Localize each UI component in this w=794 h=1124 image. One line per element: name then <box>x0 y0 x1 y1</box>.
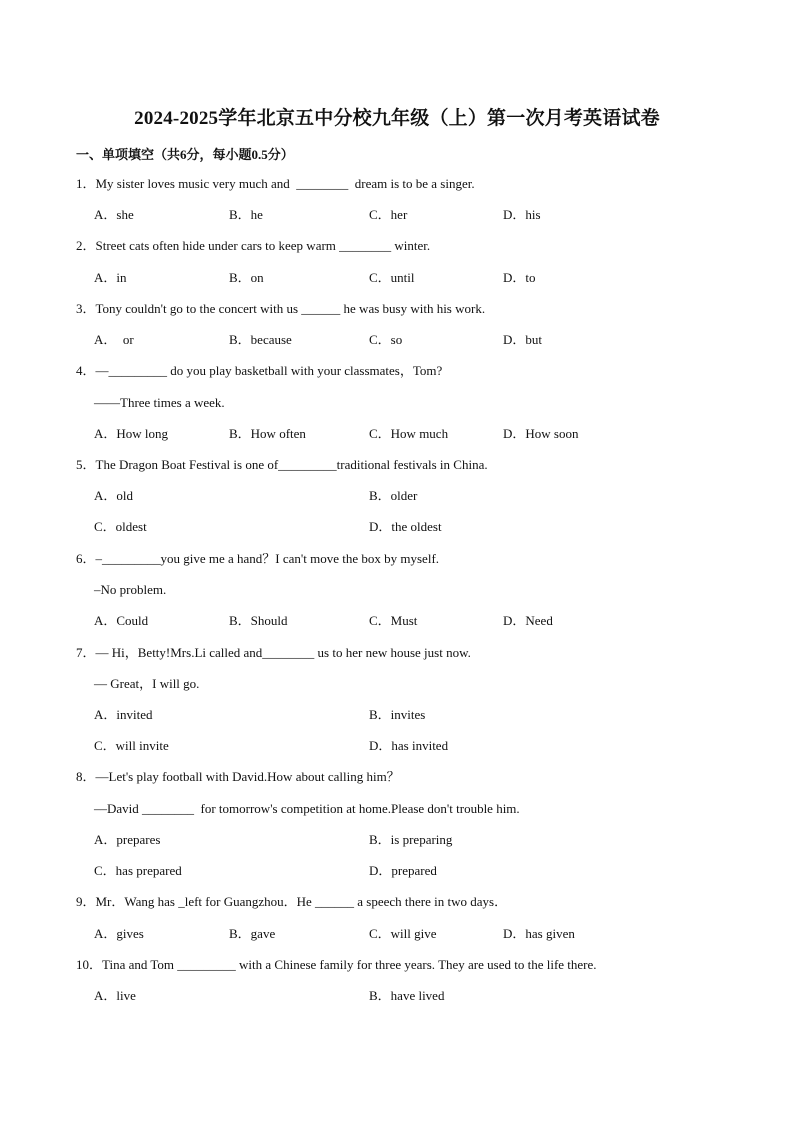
question-7-stem: 7．— Hi，Betty!Mrs.Li called and________ us to her new house just now. <box>76 645 471 660</box>
option-1c: C．her <box>369 207 408 222</box>
option-8d: D．prepared <box>369 863 437 878</box>
option-3c: C．so <box>369 332 403 347</box>
option-6c: C．Must <box>369 613 418 628</box>
question-5-stem: 5．The Dragon Boat Festival is one of_________traditional festivals in China. <box>76 457 488 472</box>
option-5d: D．the oldest <box>369 519 442 534</box>
option-1a: A．she <box>94 207 134 222</box>
option-4b: B．How often <box>229 426 306 441</box>
question-4-stem: 4．—_________ do you play basketball with your classmates，Tom? <box>76 363 443 378</box>
page-title: 2024-2025学年北京五中分校九年级（上）第一次月考英语试卷 <box>134 108 660 129</box>
option-8a: A．prepares <box>94 832 161 847</box>
option-9a: A．gives <box>94 926 144 941</box>
option-4a: A．How long <box>94 426 169 441</box>
question-1-stem: 1．My sister loves music very much and ________ dream is to be a singer. <box>76 176 475 191</box>
question-10-stem: 10．Tina and Tom _________ with a Chinese family for three years. They are used to the life there. <box>76 957 597 972</box>
option-7a: A．invited <box>94 707 153 722</box>
section-heading: 一、单项填空（共6分，每小题0.5分） <box>76 147 294 162</box>
option-3b: B．because <box>229 332 292 347</box>
option-8c: C．has prepared <box>94 863 182 878</box>
option-6d: D．Need <box>503 613 553 628</box>
option-9d: D．has given <box>503 926 575 941</box>
option-9b: B．gave <box>229 926 276 941</box>
option-6b: B．Should <box>229 613 288 628</box>
option-10a: A．live <box>94 988 136 1003</box>
option-9c: C．will give <box>369 926 437 941</box>
option-2b: B．on <box>229 270 264 285</box>
question-9-stem: 9．Mr．Wang has _left for Guangzhou．He ______ a speech there in two days． <box>76 894 508 909</box>
option-2c: C．until <box>369 270 415 285</box>
option-6a: A．Could <box>94 613 149 628</box>
question-6-reply: –No problem. <box>94 582 167 597</box>
option-5b: B．older <box>369 488 418 503</box>
option-3a: A． or <box>94 332 134 347</box>
option-2d: D．to <box>503 270 536 285</box>
option-7c: C．will invite <box>94 738 169 753</box>
option-5a: A．old <box>94 488 134 503</box>
option-1d: D．his <box>503 207 541 222</box>
question-3-stem: 3．Tony couldn't go to the concert with us ______ he was busy with his work. <box>76 301 486 316</box>
option-2a: A．in <box>94 270 127 285</box>
option-7b: B．invites <box>369 707 426 722</box>
question-8-reply: ––David ________ for tomorrow's competition at home.Please don't trouble him. <box>94 801 520 816</box>
question-2-stem: 2．Street cats often hide under cars to keep warm ________ winter. <box>76 238 431 253</box>
option-10b: B．have lived <box>369 988 445 1003</box>
question-6-stem: 6．–_________you give me a hand？I can't move the box by myself. <box>76 551 440 566</box>
option-4c: C．How much <box>369 426 449 441</box>
option-7d: D．has invited <box>369 738 449 753</box>
question-7-reply: — Great，I will go. <box>94 676 200 691</box>
option-3d: D．but <box>503 332 543 347</box>
question-8-stem: 8．––Let's play football with David.How about calling him？ <box>76 769 400 784</box>
question-4-reply: ——Three times a week. <box>94 395 225 410</box>
option-8b: B．is preparing <box>369 832 453 847</box>
option-5c: C．oldest <box>94 519 147 534</box>
option-1b: B．he <box>229 207 263 222</box>
option-4d: D．How soon <box>503 426 579 441</box>
